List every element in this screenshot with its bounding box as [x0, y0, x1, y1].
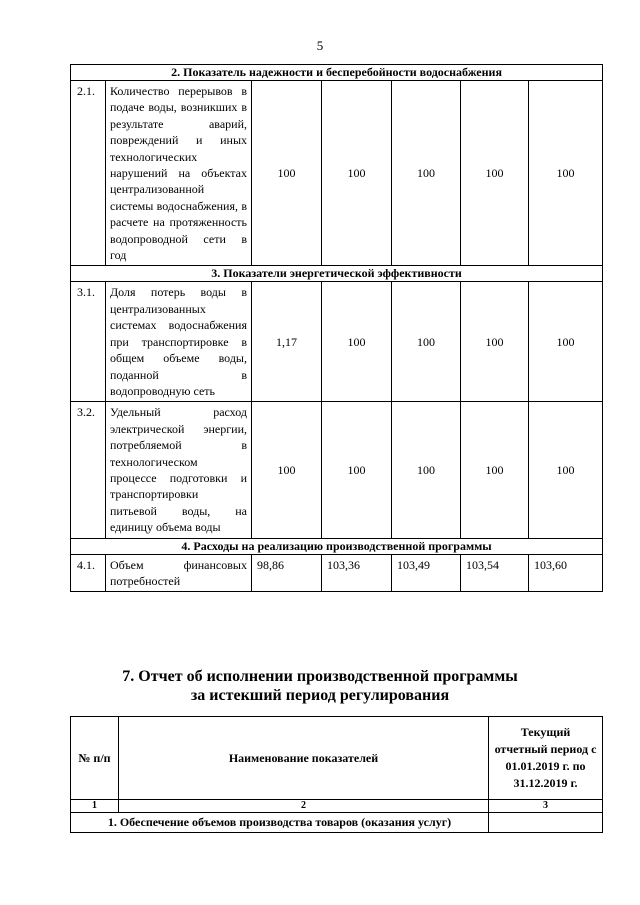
- table-row: [71, 81, 603, 266]
- indicator-description: [106, 554, 252, 592]
- empty-cell: [489, 813, 603, 833]
- column-number: 3: [489, 800, 603, 813]
- value-cell: 100: [322, 282, 392, 402]
- heading-line: за истекший период регулирования: [190, 687, 450, 704]
- table-row: [71, 554, 603, 592]
- desc-line: транспортировки: [110, 487, 199, 502]
- desc-line: Доля потерь воды в: [110, 285, 247, 300]
- section-title: 2. Показатель надежности и бесперебойности водоснабжения: [71, 65, 603, 81]
- row-number: 2.1.: [71, 81, 106, 266]
- report-heading: [0, 667, 640, 705]
- value-cell: 100: [252, 402, 322, 538]
- value-cell: 103,54: [461, 554, 529, 592]
- indicator-description: [106, 402, 252, 538]
- value-cell: 103,60: [529, 554, 603, 592]
- desc-line: расчете на: [110, 215, 165, 230]
- column-number-row: [71, 800, 603, 813]
- value-cell: 100: [252, 81, 322, 266]
- desc-line: аварий, повреждений и: [110, 116, 247, 148]
- column-number: 2: [119, 800, 489, 813]
- desc-line: иных технологических: [110, 133, 248, 164]
- desc-line: электрической энергии,: [110, 421, 247, 436]
- desc-line: протяженность: [169, 215, 248, 230]
- desc-line: поданной в: [110, 367, 247, 382]
- desc-line: Удельный расход: [110, 405, 247, 420]
- desc-line: водоснабжения, в: [156, 198, 248, 213]
- desc-line: возникших в результате: [110, 100, 248, 131]
- value-cell: 100: [392, 282, 461, 402]
- value-cell: 100: [461, 402, 529, 538]
- desc-line: транспортировке в: [141, 334, 247, 349]
- desc-line: единицу объема воды: [110, 520, 221, 535]
- desc-line: Количество перерывов: [110, 84, 233, 98]
- desc-line: централизованной: [110, 182, 205, 197]
- column-number: 1: [71, 800, 119, 813]
- row-number: 3.1.: [71, 282, 106, 402]
- desc-line: Объем финансовых: [110, 557, 247, 572]
- column-header-name: Наименование показателей: [119, 717, 489, 800]
- section-row: [71, 813, 603, 833]
- section-header-row: [71, 266, 603, 282]
- desc-line: централизованных: [110, 301, 206, 316]
- value-cell: 100: [461, 282, 529, 402]
- section-title: 4. Расходы на реализацию производственной программы: [71, 538, 603, 554]
- column-header-num: № п/п: [71, 717, 119, 800]
- header-row: [71, 717, 603, 800]
- desc-line: водоснабжения при: [110, 318, 247, 349]
- value-cell: 100: [322, 402, 392, 538]
- desc-line: общем объеме воды,: [110, 351, 247, 366]
- value-cell: 1,17: [252, 282, 322, 402]
- value-cell: 100: [529, 402, 603, 538]
- report-table: [70, 716, 603, 833]
- row-number: 3.2.: [71, 402, 106, 538]
- value-cell: 103,36: [322, 554, 392, 592]
- desc-line: потребляемой в: [110, 438, 247, 453]
- column-header-period: Текущий отчетный период с 01.01.2019 г. по 31.12.2019 г.: [489, 717, 603, 800]
- value-cell: 103,49: [392, 554, 461, 592]
- heading-line: 7. Отчет об исполнении производственной программы: [122, 668, 518, 685]
- desc-line: водопроводной сети в: [110, 231, 247, 246]
- desc-line: водопроводную сеть: [110, 383, 216, 398]
- desc-line: потребностей: [110, 573, 181, 588]
- value-cell: 100: [461, 81, 529, 266]
- value-cell: 98,86: [252, 554, 322, 592]
- value-cell: 100: [392, 402, 461, 538]
- value-cell: 100: [529, 81, 603, 266]
- desc-line: год: [110, 248, 127, 263]
- desc-line: технологическом: [110, 454, 198, 469]
- value-cell: 100: [322, 81, 392, 266]
- table-row: [71, 402, 603, 538]
- indicator-description: [106, 282, 252, 402]
- indicator-description: [106, 81, 252, 266]
- value-cell: 100: [392, 81, 461, 266]
- section-title: 3. Показатели энергетической эффективности: [71, 266, 603, 282]
- value-cell: 100: [529, 282, 603, 402]
- page-number: 5: [316, 38, 324, 53]
- desc-line: системах: [110, 318, 157, 333]
- desc-line: системы: [110, 198, 154, 213]
- desc-line: питьевой воды, на: [110, 503, 247, 518]
- desc-line: нарушений на объектах: [110, 166, 247, 181]
- row-number: 4.1.: [71, 554, 106, 592]
- section-header-row: [71, 538, 603, 554]
- indicators-table: [70, 64, 603, 592]
- desc-line: в подаче воды,: [110, 84, 247, 115]
- section-title: 1. Обеспечение объемов производства товаров (оказания услуг): [71, 813, 489, 833]
- section-header-row: [71, 65, 603, 81]
- table-row: [71, 282, 603, 402]
- desc-line: процессе подготовки и: [110, 470, 247, 485]
